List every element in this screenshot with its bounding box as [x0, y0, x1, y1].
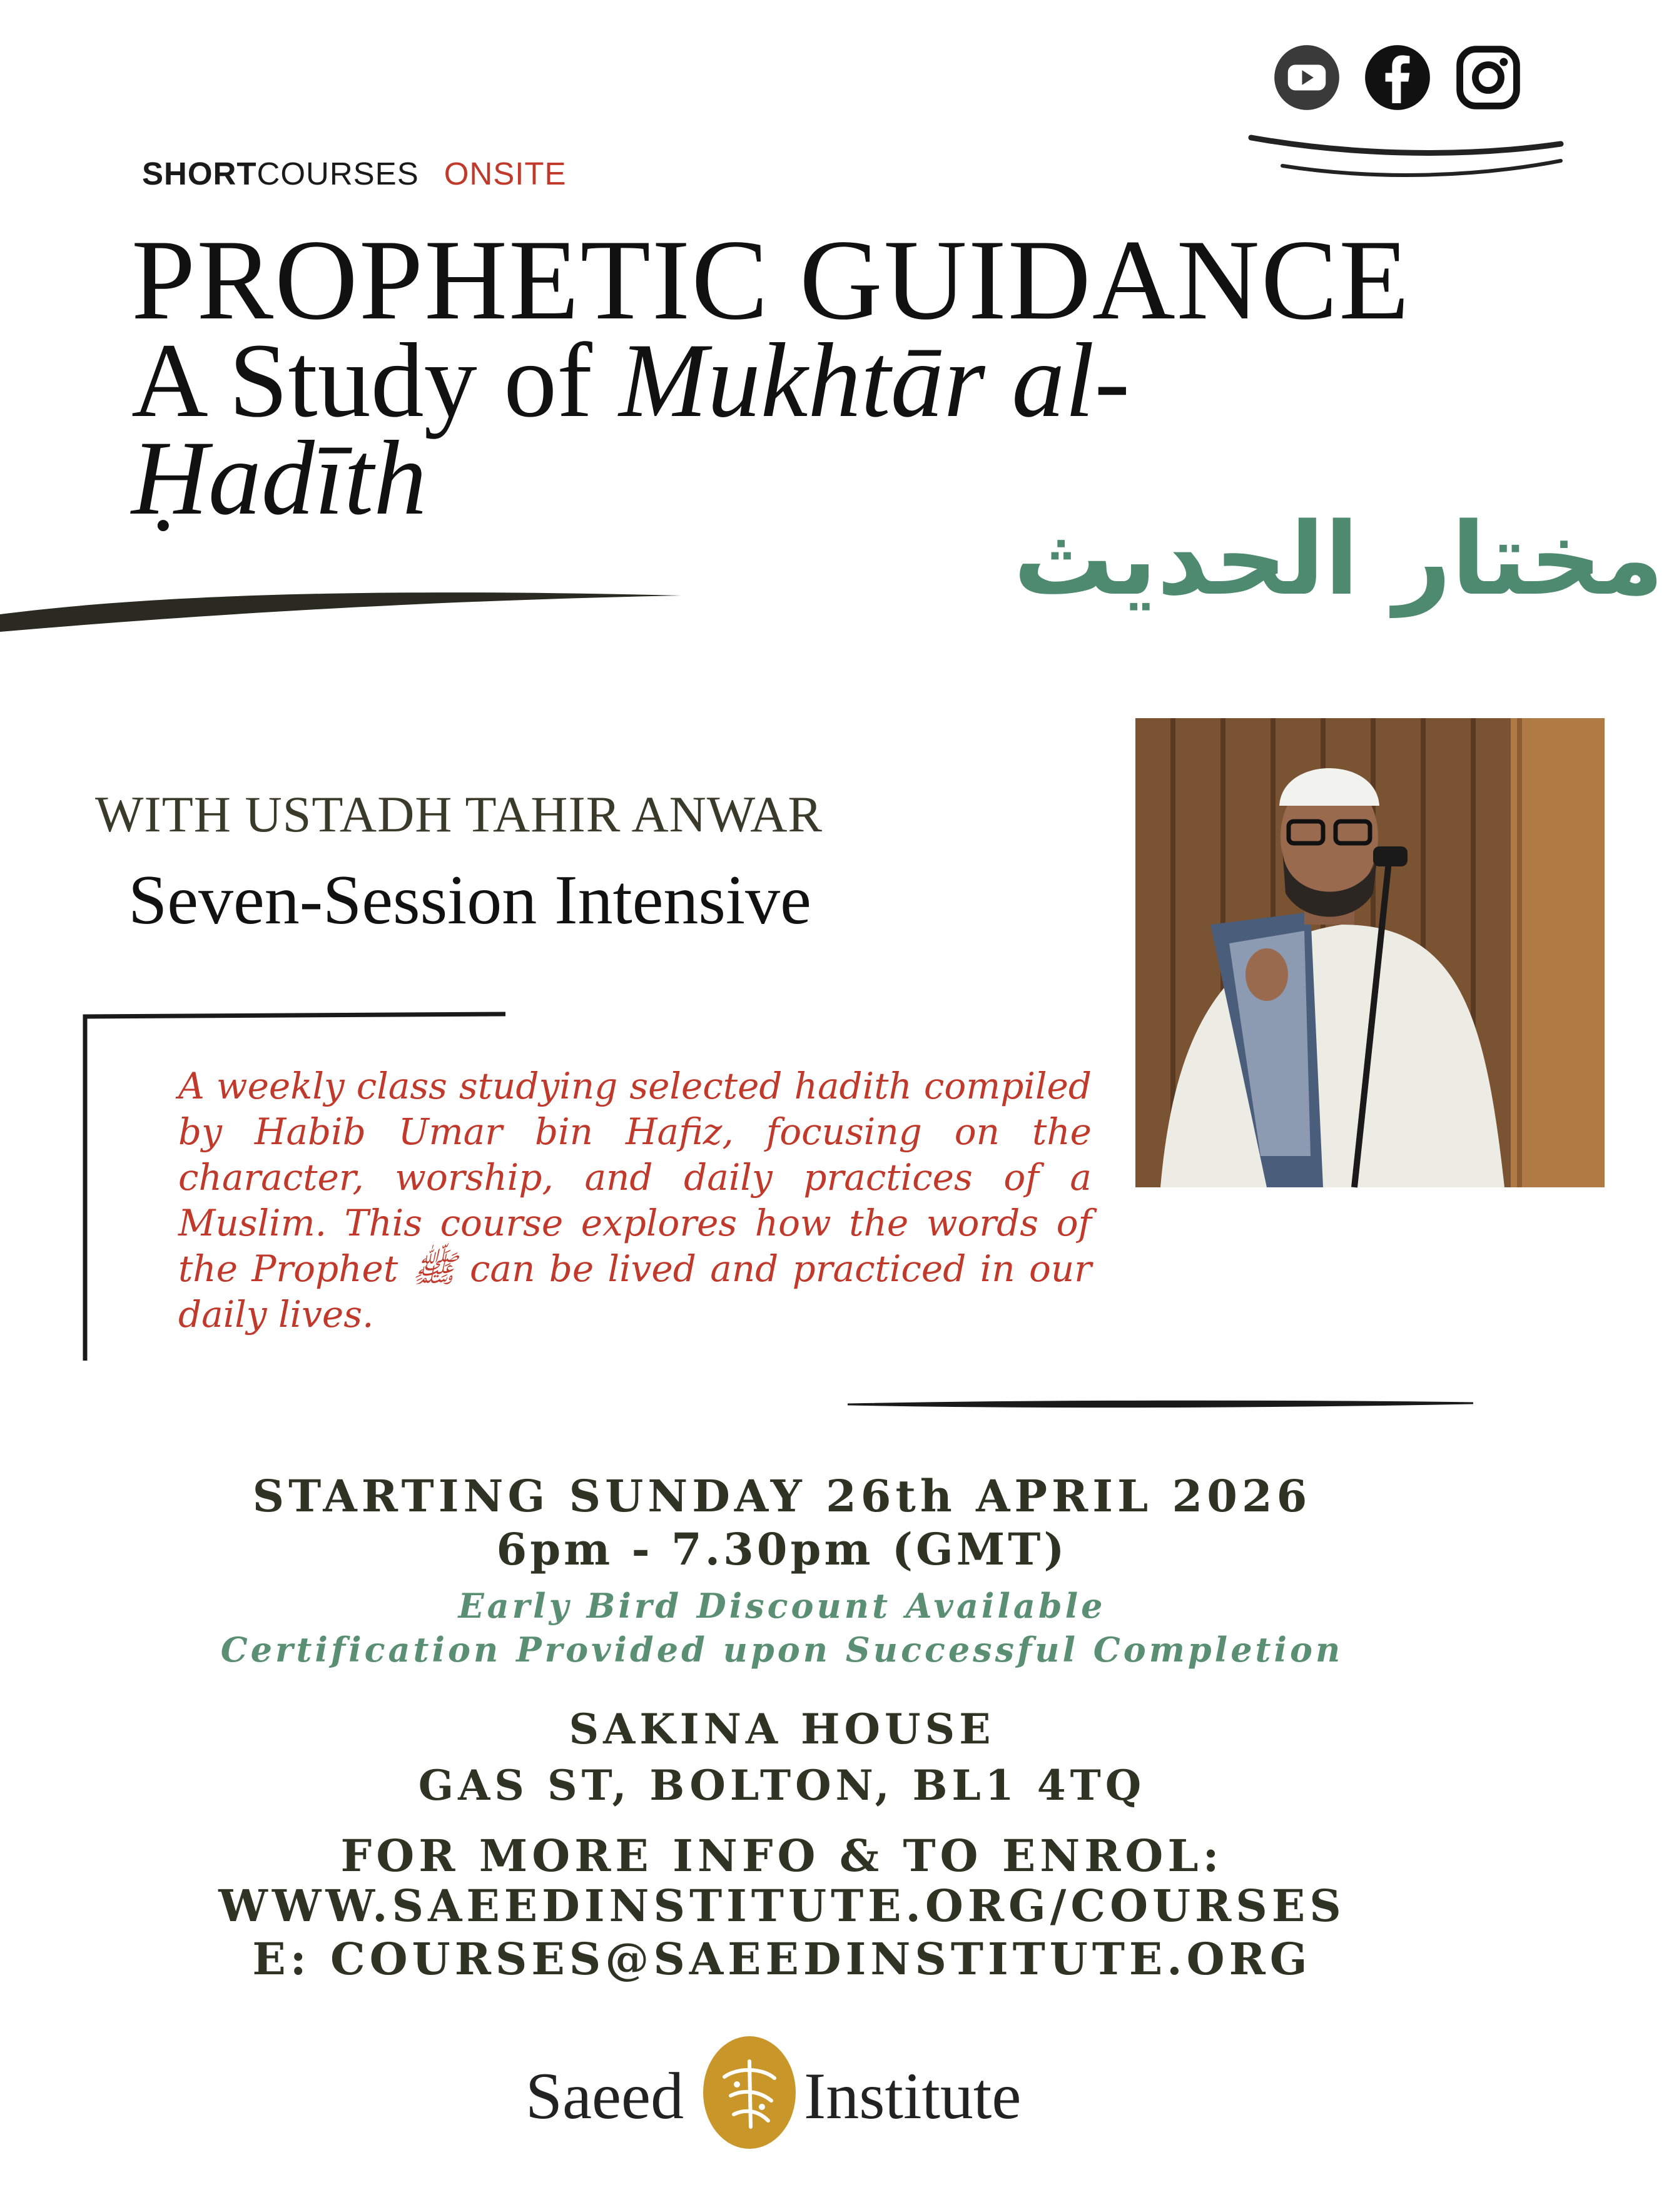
email-link[interactable]: E: COURSES@SAEEDINSTITUTE.ORG — [252, 1933, 1312, 1985]
certification-note: Certification Provided upon Successful Completion — [220, 1630, 1344, 1670]
decorative-swoosh-left — [0, 582, 694, 632]
instagram-icon[interactable] — [1454, 44, 1522, 113]
course-description: A weekly class studying selected hadith compiled by Habib Umar bin Hafiz, focusing on the character, worship, and daily practices of a Muslim. This course explores how the words of the Prophet ﷺ can be lived and practiced in our daily lives. — [178, 1065, 1092, 1336]
website-link[interactable]: WWW.SAEEDINSTITUTE.ORG/COURSES — [218, 1880, 1346, 1932]
saeed-seal-logo — [699, 2033, 799, 2152]
decorative-swoosh-top — [1245, 122, 1564, 197]
course-subtitle — [131, 322, 1320, 537]
arabic-title: مختار الحديث — [1013, 500, 1664, 617]
logo-text-saeed: Saeed — [525, 2059, 684, 2133]
course-type-label — [142, 155, 567, 192]
start-date: STARTING SUNDAY 26th APRIL 2026 — [252, 1470, 1312, 1522]
course-format: Seven-Session Intensive — [128, 861, 811, 939]
onsite-label: ONSITE — [444, 156, 567, 191]
teacher-photo — [1135, 718, 1605, 1187]
session-time: 6pm - 7.30pm (GMT) — [496, 1523, 1068, 1575]
course-title: PROPHETIC GUIDANCE — [131, 216, 1411, 343]
youtube-icon[interactable] — [1273, 44, 1341, 113]
logo-text-institute: Institute — [804, 2059, 1022, 2133]
venue-address: GAS ST, BOLTON, BL1 4TQ — [418, 1761, 1146, 1810]
subtitle-plain: A Study of — [131, 322, 619, 439]
short-label: SHORT — [142, 156, 257, 191]
subtitle-italic: Mukhtār al-Ḥadīth — [131, 322, 1130, 537]
section-divider — [848, 1398, 1473, 1411]
venue-name: SAKINA HOUSE — [569, 1705, 995, 1753]
teacher-name: WITH USTADH TAHIR ANWAR — [95, 786, 823, 843]
enrol-heading: FOR MORE INFO & TO ENROL: — [340, 1830, 1224, 1882]
facebook-icon[interactable] — [1364, 44, 1431, 113]
early-bird-note: Early Bird Discount Available — [458, 1586, 1106, 1626]
courses-label: COURSES — [256, 156, 419, 191]
